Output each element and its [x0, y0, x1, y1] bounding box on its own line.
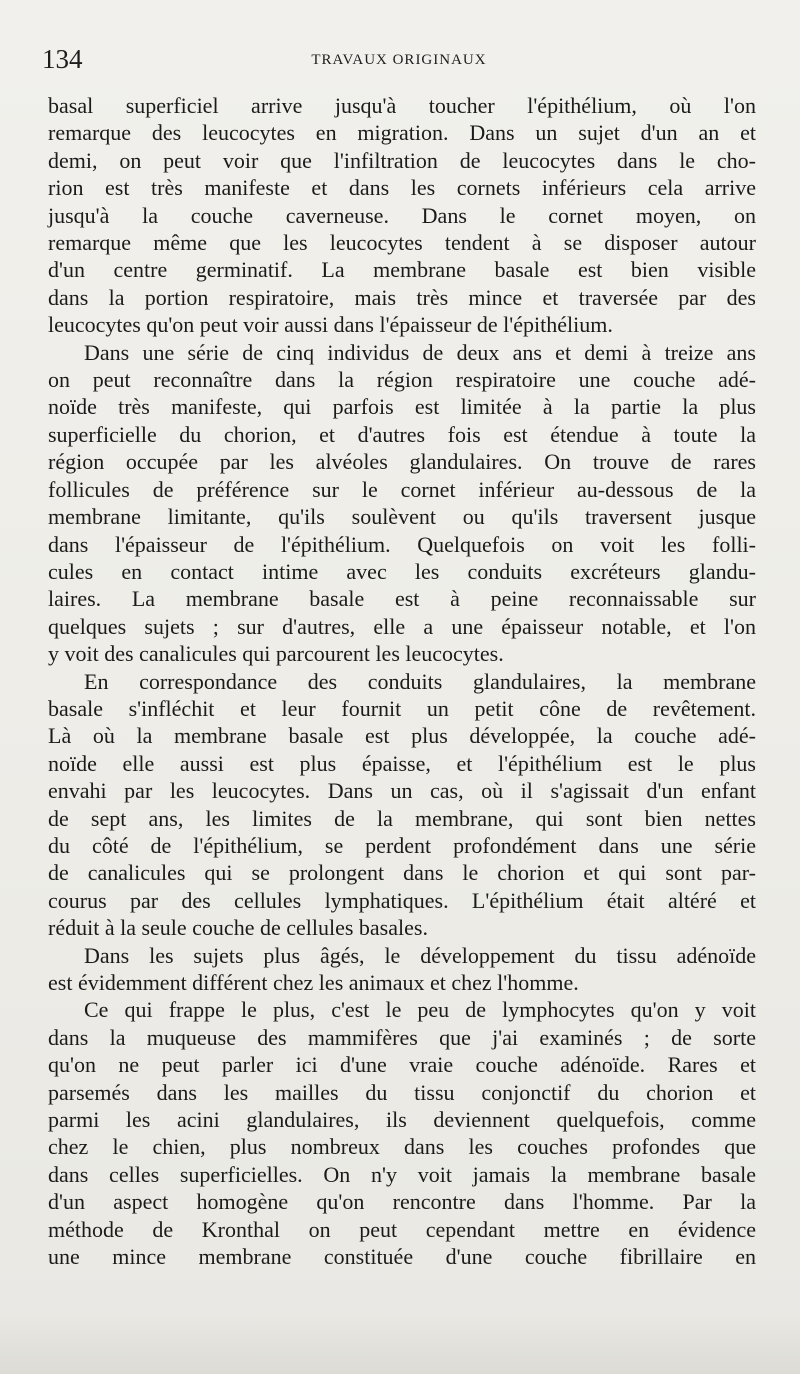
text-line: remarque des leucocytes en migration. Dans un sujet d'un an et [48, 120, 756, 146]
text-line: on peut reconnaître dans la région respiratoire une couche adé- [48, 367, 756, 393]
text-line: envahi par les leucocytes. Dans un cas, où il s'agissait d'un enfant [48, 778, 756, 804]
page-number: 134 [42, 44, 83, 74]
text-line: Ce qui frappe le plus, c'est le peu de lymphocytes qu'on y voit [84, 997, 756, 1023]
text-line: dans l'épaisseur de l'épithélium. Quelquefois on voit les folli- [48, 531, 756, 557]
text-line: En correspondance des conduits glandulaires, la membrane [84, 668, 756, 694]
text-line: Là où la membrane basale est plus développée, la couche adé- [48, 723, 756, 749]
text-line: réduit à la seule couche de cellules basales. [48, 915, 428, 941]
page-header [42, 44, 756, 84]
text-line: y voit des canalicules qui parcourent les leucocytes. [48, 641, 504, 667]
text-line: leucocytes qu'on peut voir aussi dans l'épaisseur de l'épithélium. [48, 312, 613, 338]
text-line: rion est très manifeste et dans les cornets inférieurs cela arrive [48, 175, 756, 201]
text-line: est évidemment différent chez les animaux et chez l'homme. [48, 970, 579, 995]
text-line: courus par des cellules lymphatiques. L'épithélium était altéré et [48, 887, 756, 913]
text-line: basale s'infléchit et leur fournit un petit cône de revêtement. [48, 695, 756, 721]
text-line: de sept ans, les limites de la membrane, qui sont bien nettes [48, 805, 756, 831]
text-line: superficielle du chorion, et d'autres fois est étendue à toute la [48, 421, 756, 447]
text-line: qu'on ne peut parler ici d'une vraie couche adénoïde. Rares et [48, 1052, 756, 1078]
text-line: chez le chien, plus nombreux dans les couches profondes que [48, 1134, 756, 1160]
text-line: d'un aspect homogène qu'on rencontre dans l'homme. Par la [48, 1189, 756, 1215]
text-line: noïde très manifeste, qui parfois est limitée à la partie la plus [48, 394, 756, 420]
text-line: une mince membrane constituée d'une couche fibrillaire en [48, 1244, 756, 1270]
text-line: follicules de préférence sur le cornet inférieur au-dessous de la [48, 476, 756, 502]
body-text [48, 92, 756, 1270]
text-line: membrane limitante, qu'ils soulèvent ou qu'ils traversent jusque [48, 504, 756, 530]
text-line: parmi les acini glandulaires, ils deviennent quelquefois, comme [48, 1107, 756, 1133]
text-line: parsemés dans les mailles du tissu conjonctif du chorion et [48, 1079, 756, 1105]
text-line: région occupée par les alvéoles glandulaires. On trouve de rares [48, 449, 756, 475]
text-line: jusqu'à la couche caverneuse. Dans le cornet moyen, on [48, 202, 756, 228]
text-line: basal superficiel arrive jusqu'à toucher l'épithélium, où l'on [48, 93, 756, 118]
text-line: dans la portion respiratoire, mais très mince et traversée par des [48, 284, 756, 310]
text-line: dans la muqueuse des mammifères que j'ai examinés ; de sorte [48, 1024, 756, 1050]
text-line: remarque même que les leucocytes tendent à se disposer autour [48, 230, 756, 256]
text-line: demi, on peut voir que l'infiltration de leucocytes dans le cho- [48, 147, 756, 173]
text-line: de canalicules qui se prolongent dans le chorion et qui sont par- [48, 860, 756, 886]
text-line: cules en contact intime avec les conduits excréteurs glandu- [48, 558, 756, 584]
text-line: laires. La membrane basale est à peine reconnaissable sur [48, 586, 756, 612]
text-line: d'un centre germinatif. La membrane basale est bien visible [48, 257, 756, 283]
text-line: méthode de Kronthal on peut cependant mettre en évidence [48, 1216, 756, 1242]
text-line: Dans une série de cinq individus de deux ans et demi à treize ans [84, 339, 756, 365]
running-head: TRAVAUX ORIGINAUX [311, 52, 487, 68]
text-line: quelques sujets ; sur d'autres, elle a une épaisseur notable, et l'on [48, 613, 756, 639]
text-line: Dans les sujets plus âgés, le développement du tissu adénoïde [84, 942, 756, 968]
text-line: dans celles superficielles. On n'y voit jamais la membrane basale [48, 1161, 756, 1187]
text-line: noïde elle aussi est plus épaisse, et l'épithélium est le plus [48, 750, 756, 776]
text-line: du côté de l'épithélium, se perdent profondément dans une série [48, 832, 756, 858]
